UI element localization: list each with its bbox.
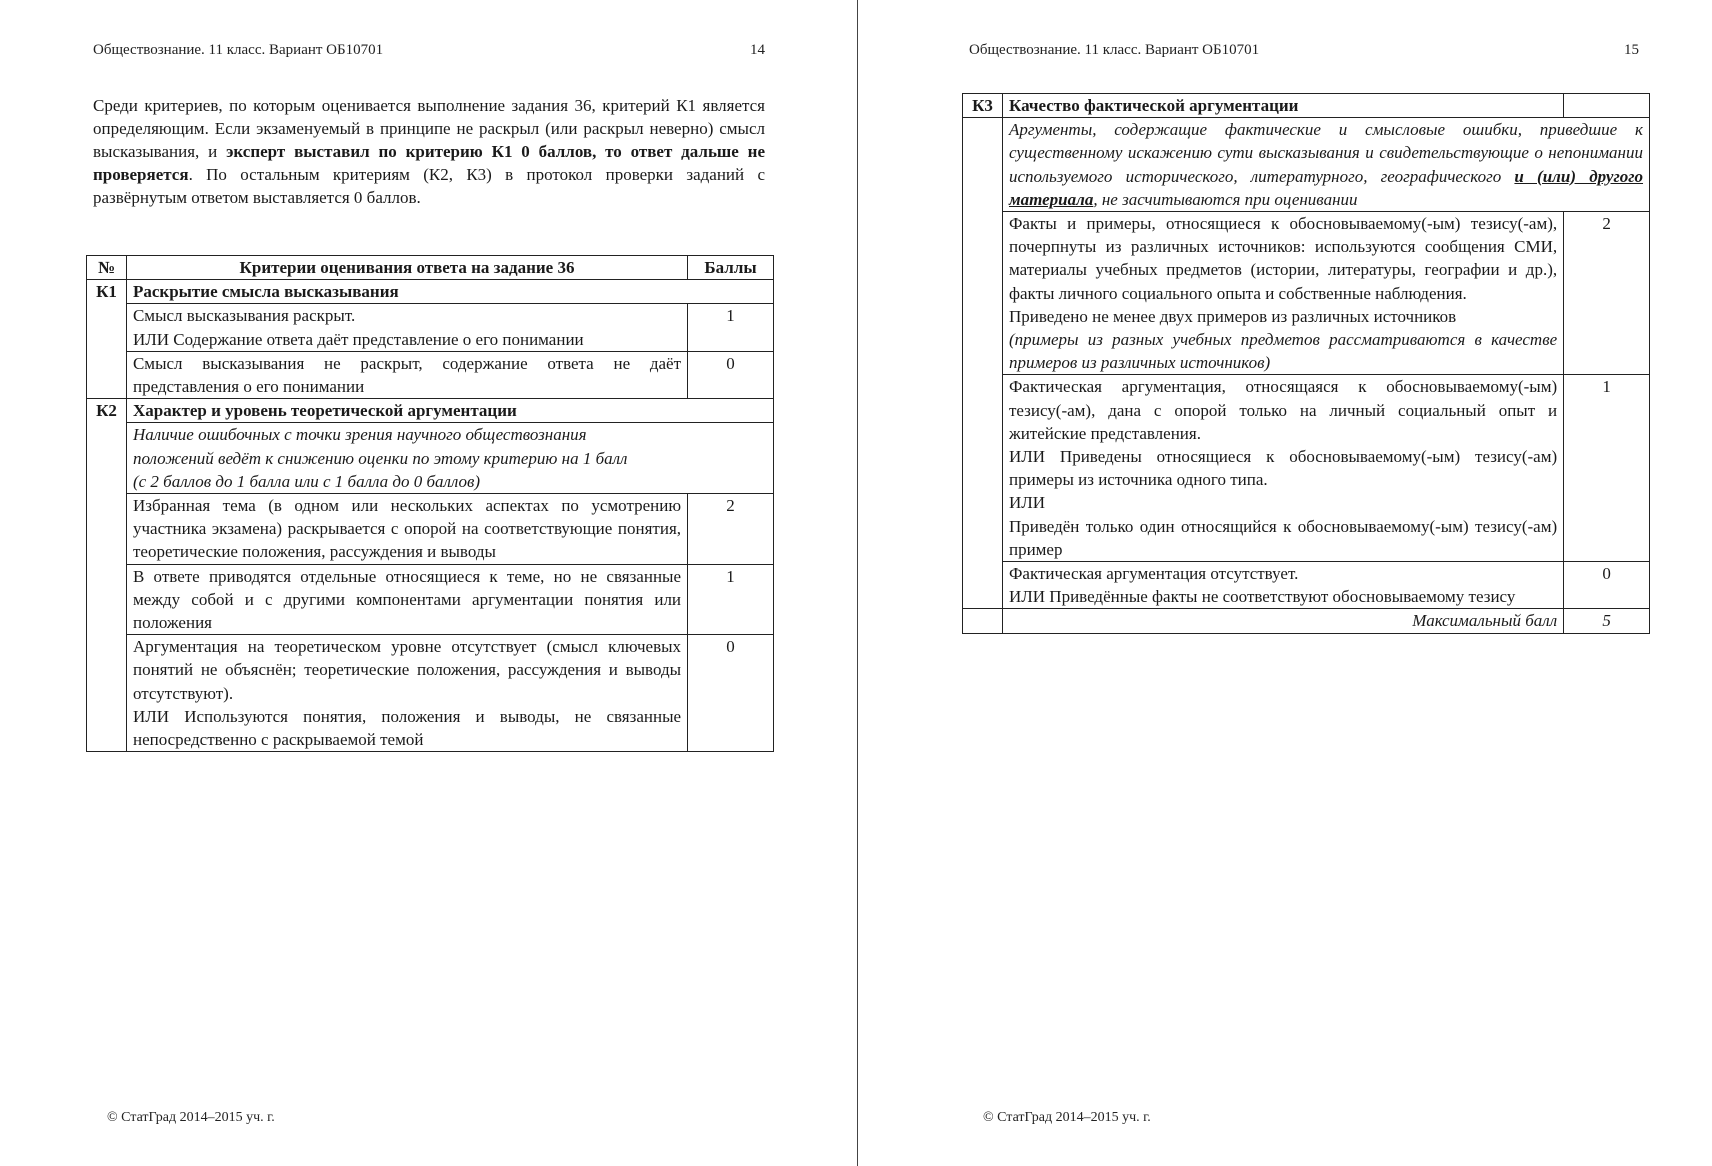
table-row [963, 562, 1650, 609]
max-score-label: Максимальный балл [1002, 609, 1563, 633]
table-row [87, 423, 774, 494]
table-row [87, 564, 774, 635]
intro-emphasis: эксперт выставил по критерию К1 0 баллов, то ответ дальше не проверяется [93, 142, 766, 184]
criterion-code: К2 [87, 399, 127, 752]
table-row [963, 118, 1650, 212]
page-footer: © СтатГрад 2014–2015 уч. г. [107, 1110, 275, 1125]
score-value: 0 [1564, 562, 1650, 609]
intro-paragraph: Среди критериев, по которым оценивается выполнение задания 36, критерий К1 является определяющим. Если экзаменуемый в принципе не раскрыл (или раскрыл неверно) смысл высказывания, и эксперт выставил по критерию К1 0 баллов, то ответ дальше не проверяется. По остальным критериям (К2, К3) в протокол проверки заданий с развёрнутым ответом выставляется 0 баллов. [93, 96, 766, 207]
table-row [87, 635, 774, 752]
score-value: 1 [688, 564, 774, 635]
table-row [87, 304, 774, 351]
criterion-description: Фактическая аргументация, относящаяся к обосновываемому(-ым) тезису(-ам), дана с опорой только на личный социальный опыт и житейские представления. ИЛИ Приведены относящиеся к обосновываемому(-ым) тезису(-ам) примеры из источника одного типа. ИЛИ Приведён только один относящийся к обосновываемому(-ым) тезису(-ам) пример [1002, 375, 1563, 562]
column-header-points: Баллы [688, 256, 774, 280]
page-number: 15 [1624, 42, 1639, 58]
criterion-description: Смысл высказывания раскрыт. ИЛИ Содержание ответа даёт представление о его понимании [126, 304, 687, 351]
page-number: 14 [750, 42, 765, 58]
column-header-criteria: Критерии оценивания ответа на задание 36 [126, 256, 687, 280]
criterion-code: К1 [87, 280, 127, 399]
page-15 [858, 0, 1712, 1166]
table-row [87, 494, 774, 565]
page-footer: © СтатГрад 2014–2015 уч. г. [983, 1110, 1151, 1125]
criterion-row-k2 [87, 399, 774, 423]
score-value: 2 [688, 494, 774, 565]
criteria-table-k3 [962, 93, 1650, 634]
running-header: Обществознание. 11 класс. Вариант ОБ10701 [969, 42, 1260, 58]
max-score-row [963, 609, 1650, 633]
criterion-row-k1 [87, 280, 774, 304]
score-value: 2 [1564, 212, 1650, 375]
table-row [963, 212, 1650, 375]
criterion-title: Раскрытие смысла высказывания [126, 280, 773, 304]
criterion-note: Наличие ошибочных с точки зрения научного обществознания положений ведёт к снижению оценки по этому критерию на 1 балл (с 2 баллов до 1 балла или с 1 балла до 0 баллов) [126, 423, 773, 494]
criterion-description: Смысл высказывания не раскрыт, содержание ответа не даёт представления о его понимании [126, 351, 687, 398]
criterion-description: В ответе приводятся отдельные относящиеся к теме, но не связанные между собой и с другими компонентами аргументации понятия или положения [126, 564, 687, 635]
criterion-code: К3 [963, 94, 1003, 118]
score-value: 1 [1564, 375, 1650, 562]
criterion-description: Фактическая аргументация отсутствует. ИЛИ Приведённые факты не соответствуют обосновываемому тезису [1002, 562, 1563, 609]
column-header-number: № [87, 256, 127, 280]
criteria-table-36 [86, 255, 774, 752]
criterion-title: Характер и уровень теоретической аргументации [126, 399, 773, 423]
score-value: 0 [688, 351, 774, 398]
score-value: 1 [688, 304, 774, 351]
table-header-row [87, 256, 774, 280]
table-row [87, 351, 774, 398]
criterion-title: Качество фактической аргументации [1002, 94, 1563, 118]
criterion-description: Избранная тема (в одном или нескольких аспектах по усмотрению участника экзамена) раскрывается с опорой на соответствующие понятия, теоретические положения, рассуждения и выводы [126, 494, 687, 565]
criterion-description: Аргументация на теоретическом уровне отсутствует (смысл ключевых понятий не объяснён; теоретические положения, рассуждения и выводы отсутствуют). ИЛИ Используются понятия, положения и выводы, не связанные непосредственно с раскрываемой темой [126, 635, 687, 752]
criterion-row-k3 [963, 94, 1650, 118]
table-row [963, 375, 1650, 562]
criterion-description: Факты и примеры, относящиеся к обосновываемому(-ым) тезису(-ам), почерпнуты из различных источников: используются сообщения СМИ, материалы учебных предметов (истории, литературы, географии и др.), факты личного социального опыта и собственные наблюдения. Приведено не менее двух примеров из различных источников (примеры из разных учебных предметов рассматриваются в качестве примеров из различных источников) [1002, 212, 1563, 375]
score-value: 0 [688, 635, 774, 752]
running-header: Обществознание. 11 класс. Вариант ОБ10701 [93, 42, 384, 58]
criterion-note: Аргументы, содержащие фактические и смысловые ошибки, приведшие к существенному искажению сути высказывания и свидетельствующие о непонимании используемого исторического, литературного, географического и (или) другого материала, не засчитываются при оценивании [1002, 118, 1649, 212]
max-score-value: 5 [1564, 609, 1650, 633]
